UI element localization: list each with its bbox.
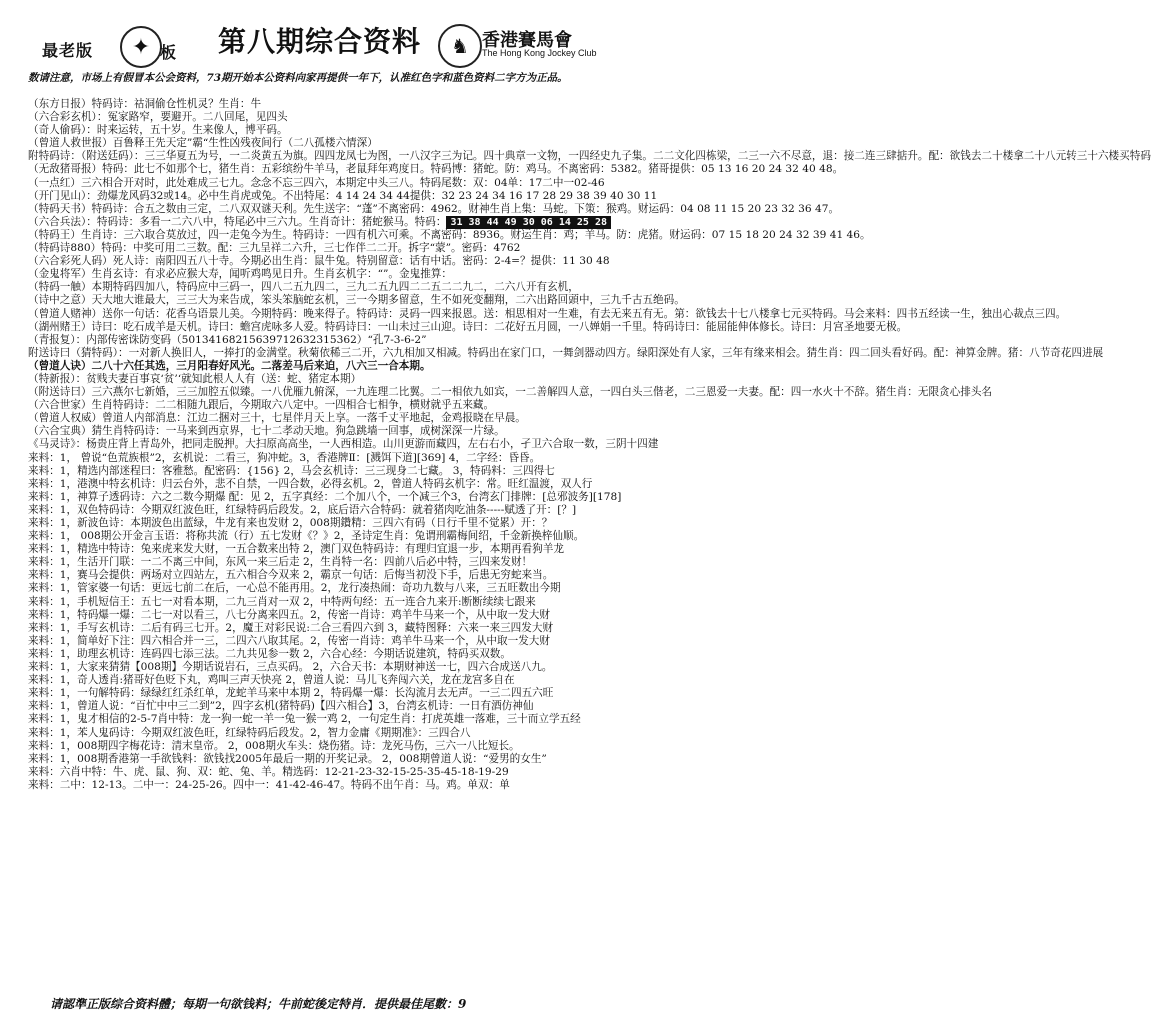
line-text: （六合兵法）：特码诗：多看一二六八中，特尾必中三六九。生肖奇计：猪蛇猴马。特码： [28, 215, 447, 228]
text-line [28, 202, 840, 216]
text-line [28, 346, 1104, 360]
line-text: 来料：1，手机短信王：五七一对看本期，二九三肖对一双 2，中特两句经：五一连合九来开:断断续续七跟来 [28, 595, 536, 608]
text-line [28, 727, 676, 740]
text-line [28, 491, 676, 504]
text-line [28, 216, 676, 229]
text-line [28, 609, 676, 622]
line-text: （六合世家）生肖特码诗：二二相随九跟后，今期取六八定中。一四相合七相争，横财就乎五来藏。 [28, 399, 495, 412]
line-text: （曾道人权威）曾道人内部消息：江边二捆对三十，七星伴月天上享。一落千丈平地起，金鸡报晓在早晨。 [28, 412, 526, 425]
line-text: （无敌猪哥报）特码：此七不如那个七，猪生肖：五彩缤纷牛羊马，老鼠拜年鸡度日。特码博：猪蛇。防：鸡马。不离密码：5382。猪哥提供：05 13 16 20 24 32 40 48。 [28, 163, 844, 176]
line-text: 来料：1，助理玄机诗：连码四七添三法。二九共见参一数 2，六合心经：今期话说建筑，特码买双数。 [28, 647, 511, 660]
jockey-club-english: The Hong Kong Jockey Club [482, 48, 597, 58]
text-line [28, 242, 676, 255]
highlighted-numbers: 31 38 44 49 30 06 14 25 28 [446, 216, 611, 229]
line-text: 来料：1，管家婆一句话：更远七前二在后，一心总不能再用。2，龙行凑热闹：奇功九数与八来，三五旺数出今期 [28, 582, 561, 595]
line-text: 附送诗曰（猜特码）：一对新人换旧人，一捧打的金满堂。秋菊依稀三二开，六九相加又相减。特码出在家门口，一舞剑器动四方。绿阳深处有人家，三年有缘来相会。猜生肖：四二回头看好码。配：神算金牌。猪：八节奇花四进展 [28, 346, 1104, 359]
text-line [28, 465, 676, 478]
text-line [28, 360, 676, 373]
line-text: （开门见山）：劲爆龙风码32或14。必中生肖虎或兔。不出特尾：4 14 24 34 44提供：32 23 24 34 16 17 28 29 38 39 40 30 11 [28, 189, 658, 202]
text-line [28, 124, 676, 137]
masthead [0, 0, 691, 70]
text-line [28, 268, 676, 281]
line-text: （特新报）：贫贱夫妻百事哀‘贫’‘就知此根人人有（送：蛇、猪定本期） [28, 372, 362, 385]
line-text: （湖州赌王）诗曰：吃石成羊是天机。诗曰：蟾宫虎咏多人爱。特码诗曰：一山未过三山迎。诗曰：二花好五月圆，一八婵娟一千里。特码诗曰：能屈能伸体修长。诗曰：月宫圣地要无极。 [28, 320, 908, 333]
line-text: （六合彩玄机）：冤家路窄，要避开。二八回尾，见四头 [28, 111, 288, 124]
text-line [28, 674, 676, 687]
edition-label: 最老版 [42, 41, 94, 60]
line-text: 来料：六肖中特：牛、虎、鼠、狗、双：蛇、兔、羊。精选码：12-21-23-32-15-25-35-45-18-19-29 [28, 765, 509, 778]
line-text: 来料：1， 008期公开金言玉语：将称共流（行）五七发财《？》2，圣诗定生肖：兔谓刑霸梅间绍，千金新换梓仙顺。 [28, 530, 585, 543]
line-text: （一点红）三六相合开对时，此处难成三七九。念念不忘三四六，本期定中头三八。特码尾数：双：04单：17二中一02-46 [28, 176, 605, 189]
text-line [28, 504, 676, 517]
line-text: （青报复）：内部传密诛防变码（50134168215639712632315362）“孔7-3-6-2” [28, 333, 427, 346]
line-text: （奇人偷码）：时来运转，五十岁。生来像人，博平码。 [28, 124, 288, 137]
text-line [28, 412, 676, 425]
text-line [28, 307, 1067, 321]
text-line [28, 596, 676, 609]
authenticity-notice: 数请注意，市场上有假冒本公会资料，73期开始本公资料向家再提供一年下，认准红色字和蓝色资料二字方为正品。 [28, 72, 568, 84]
text-line [28, 425, 676, 438]
text-line [28, 530, 676, 543]
line-text: 来料：1，神算子透码诗：六之二数今期爆 配：见 2，五字真经：二个加八个，一个减三个3，台湾玄门排牌：[总邪波务][178] [28, 490, 622, 503]
line-text: 来料：1，特码爆一爆：二七一对以看三，八七分离来四五。2，传密一肖诗：鸡羊牛马来一个，从中取一发大财 [28, 608, 550, 621]
line-text: （六合彩死人码）死人诗：南阳四五八十寺。今期必出生肖：鼠牛兔。特别留意：话有中话。密码：2-4=？提供：11 30 48 [28, 255, 610, 268]
text-line [28, 661, 676, 674]
line-text: 来料：1，苯人鬼码诗：今期双红波色旺，红绿特码后段发。2，智力金庸《期期准》：三四合八 [28, 726, 471, 739]
line-text: 来料：1，008期香港第一手欲钱料：欲钱找2005年最后一期的开奖记录。 2，008期曾道人说：“爱男的女生” [28, 752, 547, 765]
text-line [28, 111, 676, 124]
line-text: 来料：1，精选中特诗：兔来虎来发大财，一五合数来出特 2，澳门双色特码诗：有理归宜退一步，本期再看狗羊龙 [28, 543, 564, 556]
text-line [28, 190, 676, 203]
line-text: 来料：1，双色特码诗：今期双红波色旺，红绿特码后段发。2，底后语六合特码：就着猪肉吃油条-----赋透了开：[？] [28, 503, 577, 516]
line-text: 附特码诗：（附送廷码）：三三华夏五为号，一二炎黄五为旗。四四龙凤七为图，一八汉字三为记。四十典章一文物，一四经史九子集。二二文化四栋梁，二三一六不尽意，退：接二连三肆掂升。配：欲钱去二十楼拿二十八元转三十六楼买特码 [28, 150, 1151, 163]
line-text: 来料：1，008期四字梅花诗：清末皇帝。 2，008期火车头：烧伤猪。诗：龙死马伤，三六一八比短长。 [28, 739, 520, 752]
line-text: 来料：1，手写玄机诗：二后有码三七开。2，魔王对彩民说:二合三看四六到 3，藏特图释：六来一来三四发大财 [28, 621, 554, 634]
jockey-club-name: 香港賽馬會 [482, 30, 572, 51]
text-line [28, 740, 676, 753]
text-line [28, 281, 676, 294]
emblem-icon: ✦ [120, 26, 162, 68]
text-line [28, 753, 676, 766]
line-text: （曾道人救世报）百鲁释王先天定”霸“生性凶残夜间行（二八孤楼六情深） [28, 137, 378, 150]
text-line [28, 386, 993, 399]
line-text: 来料：1，奇人透肖:猪哥好色贬下丸，鸡叫三声天快亮 2，曾道人说：马儿飞奔闯六关，龙在龙宫多自在 [28, 674, 515, 687]
line-text: 来料：1，港澳中特玄机诗：归云台外，悲不自禁，一四合数，必得玄机。2，曾道人特码玄机字：常。旺红温渡，双人行 [28, 477, 593, 490]
ban-label: 板 [160, 43, 177, 62]
line-text: （附送诗曰）三六燕尔七新婚，三三加腔五似臻。一八优雁九俯深，一九连理二比翼。二一相依九如宾，一二善解四人意，一四白头三偕老，二三恩爱一夫妻。配：四一水火十不辞。猪生肖：无限贪心排头名 [28, 386, 993, 399]
line-text: 来料：1，生活开门联：一二不离三中间，东风一来三后走 2，生肖特一名：四前八后必中特，三四来发财！ [28, 556, 533, 569]
text-line [28, 622, 676, 635]
text-line [28, 294, 685, 307]
text-line [28, 648, 676, 661]
text-line [28, 556, 676, 569]
text-line [28, 582, 676, 595]
text-line [28, 98, 676, 111]
line-text: 来料：二中：12-13。二中一：24-25-26。四中一：41-42-46-47。特码不出午肖：马。鸡。单双：单 [28, 778, 510, 791]
content-body [28, 98, 1151, 792]
line-text: （六合宝典）猜生肖特码诗：一马来到西京界，七十二孝动天地。狗急跳墙一回事，成树深深一片绿。 [28, 425, 505, 438]
line-text: 来料：1，精选内部迷程曰：客雅愁。配密码：{156} 2，马会玄机诗：三三现身二七藏。 3，特码料：三四得七 [28, 464, 555, 477]
text-line [28, 334, 676, 347]
text-line [28, 163, 844, 176]
text-line [28, 320, 908, 334]
text-line [28, 766, 676, 779]
text-line [28, 517, 676, 530]
line-text: （诗中之意）天大地大谁最大，三三大为来告成，笨头笨脑蛇玄机，三一今期多留意，生不如死变翻翔，二六出路回頭中，三九千古五绝码。 [28, 294, 685, 307]
text-line [28, 150, 1151, 163]
line-text: 来料：1，一句解特码：绿绿红红杀红单，龙蛇羊马来中本期 2，特码爆一爆：长沟流月去无声。一三二四五六旺 [28, 687, 554, 700]
line-text: （金鬼将军）生肖玄诗：有求必应猴大寿，闻听鸡鸣见日升。生肖玄机字：“”。金鬼推算： [28, 268, 452, 281]
horse-logo-icon: ♞ [438, 24, 482, 68]
text-line [28, 228, 871, 242]
text-line [28, 687, 676, 700]
line-text: （东方日报）特码诗：祜洞偷仓性机灵？生肖：牛 [28, 98, 262, 110]
line-text: 来料：1，简单好下注：四六相合并一三，二四六八取其尾。2，传密一肖诗：鸡羊牛马来一个，从中取一发大财 [28, 634, 550, 647]
text-line [28, 177, 676, 190]
text-line [28, 137, 676, 150]
line-text: 来料：1，新波色诗：本期波色出蓝绿，牛龙有来也发财 2，008期鑽精：三四六有码（日行千里不觉累）开：？ [28, 517, 553, 529]
text-line [28, 779, 676, 792]
text-line [28, 543, 676, 556]
text-line [28, 399, 676, 412]
line-text: 来料：1，鬼才相信的2-5-7肖中特：龙一狗一蛇一羊一兔一猴一鸡 2，一句定生肖：打虎英雄一落难，三十而立学五经 [28, 713, 581, 726]
line-text: 来料：1，赛马会提供：两场对立四站左，五六相合今双来 2，霸京一句话：后悔当初没下手，后患无穷蛇来当。 [28, 569, 554, 582]
text-line [28, 700, 676, 713]
text-line [28, 438, 676, 451]
line-text: （曾道人诀）二八十六任其选，三月阳春好风光。二落差马后来迫，八六三一合本期。 [28, 359, 431, 372]
line-text: （特码天书）特码诗：合五之数由三定，二八双双谜天利。先生送字：“蓬”不离密码：4962。财神生肖上集：马蛇。下策：猴鸡。财运码：04 08 11 15 20 23 32 36 47。 [28, 202, 840, 215]
footer-slogan: 请認準正版综合资料體；每期一句欲钱料；牛前蛇後定特肖．提供最佳尾數：9 [50, 997, 467, 1011]
text-line [28, 478, 676, 491]
line-text: （特码王）生肖诗：三六取合莫放过，四一走兔今为生。特码诗：一四有机六可乘。不离密码：8936。财运生肖：鸡；羊马。防：虎猪。财运码：07 15 18 20 24 32 39 41 46。 [28, 228, 871, 241]
line-text: 来料：1， 曾说“色荒族根”2，玄机说：二看三，狗冲蛇。3，香港牌Ⅱ：[溅饵下道][369] 4，二字经：昏昏。 [28, 451, 541, 464]
text-line [28, 373, 676, 386]
text-line [28, 569, 676, 582]
text-line [28, 635, 676, 648]
line-text: 来料：1，曾道人说：“百忙中中三二到”2，四字玄机(猪特码)【四六相合】3，台湾玄机诗：一日有酒仿神仙 [28, 700, 534, 713]
text-line [28, 713, 676, 726]
page-title: 第八期综合资料 [218, 25, 422, 58]
text-line [28, 452, 676, 465]
line-text: （特码诗880）特码：中奖可用二三数。配：三九呈祥二六升，三七作伴二二开。拆字“蒙”。密码：4762 [28, 242, 521, 255]
line-text: 《马灵诗》：杨贵庄背上青岛外，把同走脱押。大扫原高高坐，一人西相造。山川更游而藏四，左右右小，孑卫六合取一数，三阴十四建 [28, 438, 659, 451]
text-line [28, 255, 676, 268]
line-text: （曾道人赌神）送你一句话：花香乌语景儿美。今期特码：晚来得子。特码诗：灵码一四来报恩。送：相思相对一生难，有去无来五有无。第：欲钱去十七八楼拿七元买特码。马会来料：四书五经读一生，独出心裁点三四。 [28, 307, 1067, 320]
line-text: （特码一触）本期特码四加八，特码应中三码一，四八二五九四二，三九二五九四二二五二二九二，二六八开有玄机， [28, 281, 579, 294]
line-text: 来料：1，大家来猜猜【008期】今期话说岩石，三点买码。 2，六合天书：本期财神送一七，四六合成送八九。 [28, 661, 553, 674]
